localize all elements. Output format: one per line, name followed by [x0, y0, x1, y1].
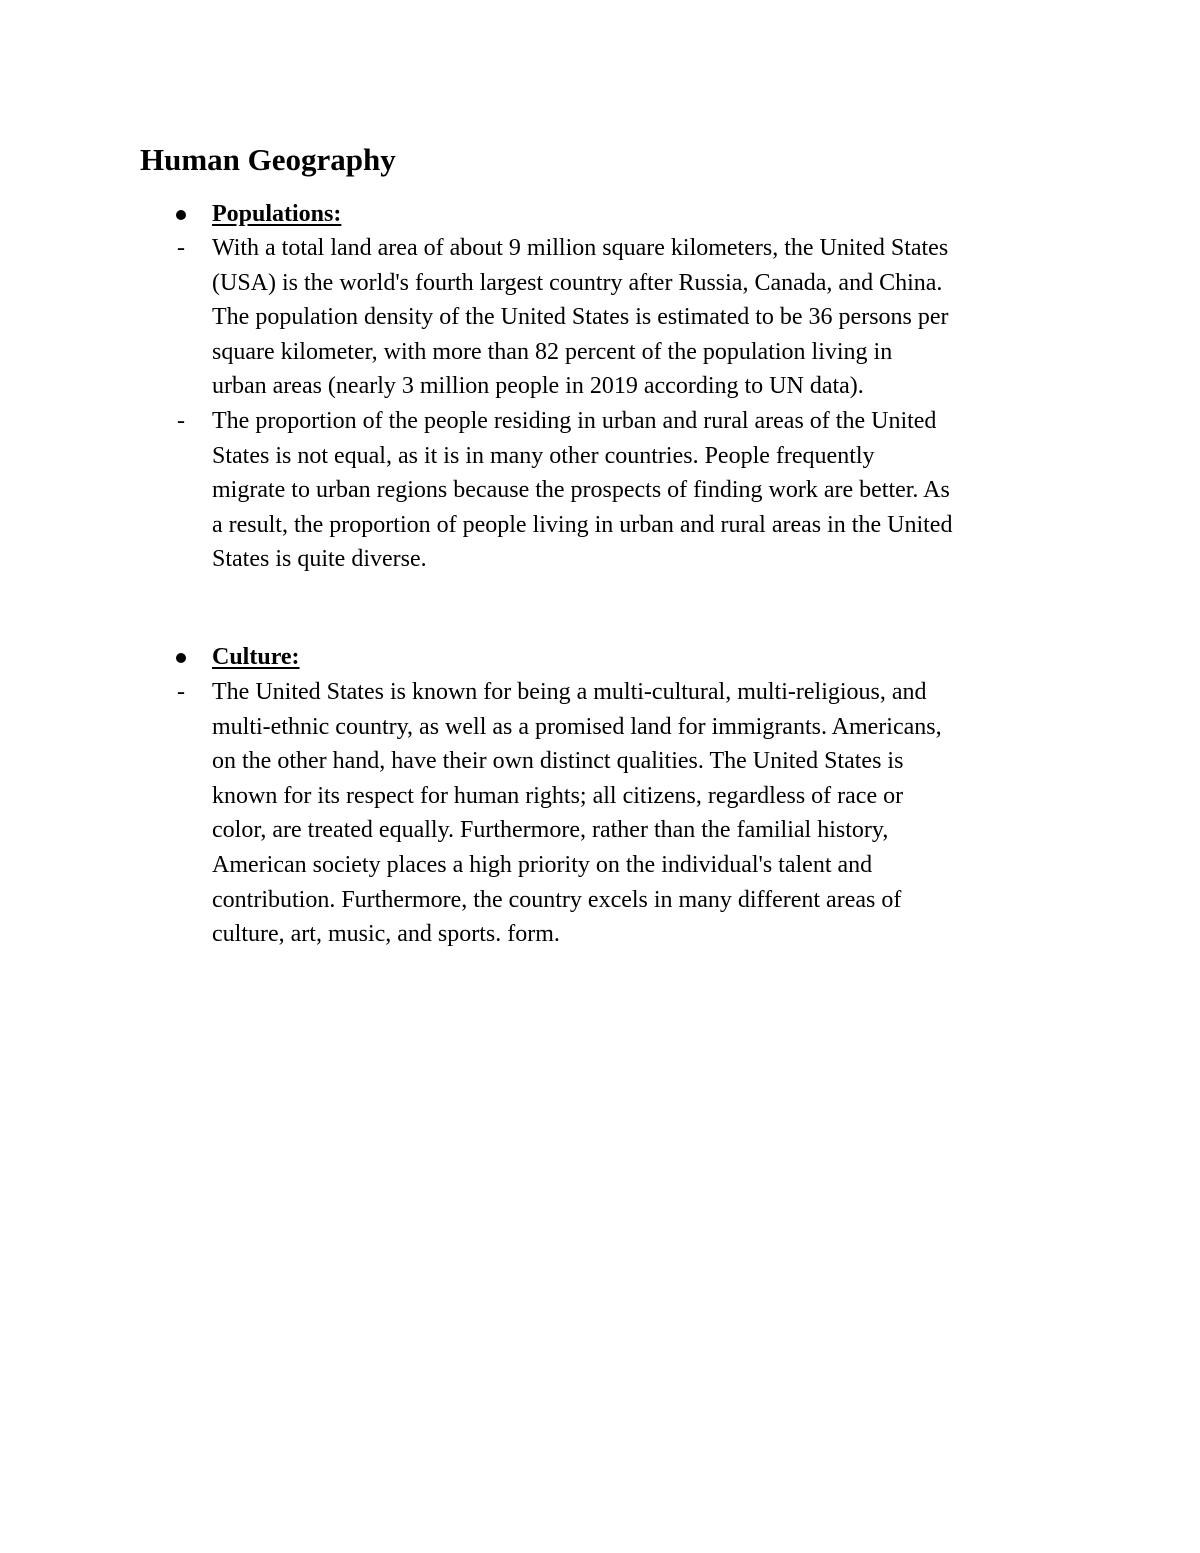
section-label: Populations:: [212, 201, 342, 227]
text-line: With a total land area of about 9 million square kilometers, the United States: [212, 235, 949, 261]
dash-icon: -: [177, 235, 185, 261]
text-line: States is not equal, as it is in many other countries. People frequently: [212, 442, 875, 469]
dash-icon: -: [177, 679, 185, 705]
text-line: migrate to urban regions because the prospects of finding work are better. As: [212, 477, 950, 504]
section-heading-populations: [0, 197, 1200, 231]
text-line: (USA) is the world's fourth largest country after Russia, Canada, and China.: [212, 269, 943, 296]
text-line: States is quite diverse.: [212, 546, 427, 573]
bullet-icon: [176, 210, 186, 220]
page-title: Human Geography: [140, 142, 396, 177]
text-line: American society places a high priority on the individual's talent and: [212, 851, 873, 878]
text-line: The proportion of the people residing in urban and rural areas of the United: [212, 408, 937, 434]
text-line: multi-ethnic country, as well as a promised land for immigrants. Americans,: [212, 713, 942, 740]
text-line: a result, the proportion of people living in urban and rural areas in the United: [212, 511, 953, 538]
text-line: color, are treated equally. Furthermore, rather than the familial history,: [212, 817, 889, 844]
text-line: contribution. Furthermore, the country excels in many different areas of: [212, 886, 902, 913]
paragraph: [212, 231, 1064, 404]
text-line: urban areas (nearly 3 million people in 2019 according to UN data).: [212, 373, 864, 400]
paragraph: [212, 675, 1064, 952]
bullet-icon: [176, 653, 186, 663]
section-heading-culture: [0, 640, 1200, 674]
dash-icon: -: [177, 408, 185, 434]
text-line: known for its respect for human rights; all citizens, regardless of race or: [212, 782, 904, 809]
text-line: The United States is known for being a multi-cultural, multi-religious, and: [212, 679, 927, 705]
text-line: square kilometer, with more than 82 percent of the population living in: [212, 338, 893, 365]
text-line: The population density of the United States is estimated to be 36 persons per: [212, 304, 949, 331]
section-label: Culture:: [212, 644, 300, 670]
text-line: on the other hand, have their own distinct qualities. The United States is: [212, 748, 904, 775]
text-line: culture, art, music, and sports. form.: [212, 921, 560, 948]
paragraph: [212, 404, 1064, 577]
